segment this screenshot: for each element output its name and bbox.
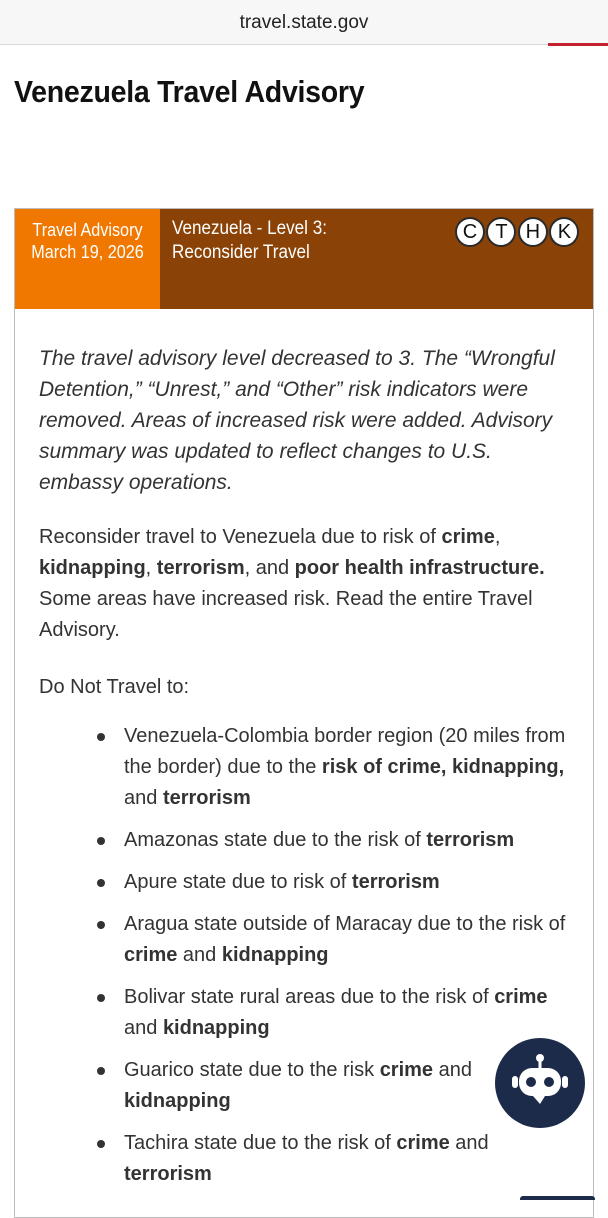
- bullet-icon: [97, 879, 105, 887]
- page-title: Venezuela Travel Advisory: [14, 74, 365, 109]
- area-text: and: [449, 1132, 489, 1154]
- list-item: [39, 1128, 579, 1190]
- area-risk: kidnapping: [162, 1017, 270, 1039]
- advisory-date-box: [15, 209, 160, 309]
- advisory-date: March 19, 2026: [31, 242, 144, 262]
- list-item: [39, 909, 579, 971]
- area-text: Tachira state due to the risk of: [124, 1132, 397, 1154]
- do-not-travel-label: Do Not Travel to:: [39, 676, 190, 698]
- bullet-icon: [97, 1067, 105, 1075]
- intro-kidnapping: kidnapping: [39, 557, 146, 579]
- accent-line: [548, 43, 608, 46]
- intro-text: , and: [244, 557, 295, 579]
- intro-text: Reconsider travel to Venezuela due to risk of: [39, 526, 442, 548]
- advisory-summary: The travel advisory level decreased to 3. The “Wrongful Detention,” “Unrest,” and “Other” risk indicators were removed. Areas of increased risk were added. Advisory summary was updated to reflect changes to U.S. embassy operations.: [39, 347, 555, 494]
- browser-url-bar[interactable]: [0, 0, 608, 45]
- advisory-intro: [39, 522, 579, 646]
- indicator-crime-icon[interactable]: C: [455, 217, 485, 247]
- area-text: and: [124, 1017, 163, 1039]
- intro-crime: crime: [441, 526, 495, 548]
- list-item: [39, 721, 579, 814]
- area-risk: kidnapping: [221, 944, 329, 966]
- area-risk: crime: [494, 986, 548, 1008]
- robot-chat-icon: [495, 1038, 585, 1128]
- area-risk: risk of crime, kidnapping,: [321, 756, 565, 778]
- area-text: Apure state due to risk of: [124, 871, 352, 893]
- list-item: [39, 867, 579, 898]
- list-item: [39, 982, 579, 1044]
- area-text: Amazonas state due to the risk of: [124, 829, 427, 851]
- intro-text: ,: [145, 557, 157, 579]
- intro-health: poor health infrastructure.: [294, 557, 545, 579]
- area-text: Guarico state due to the risk: [124, 1059, 380, 1081]
- advisory-label: Travel Advisory: [32, 220, 143, 240]
- advisory-level-line1: Venezuela - Level 3:: [172, 218, 327, 239]
- area-text: and: [124, 787, 163, 809]
- area-risk: kidnapping: [124, 1090, 231, 1112]
- advisory-level: [172, 217, 397, 265]
- advisory-level-line2: Reconsider Travel: [172, 242, 310, 263]
- bullet-icon: [97, 994, 105, 1002]
- intro-text: Some areas have increased risk. Read the entire Travel Advisory.: [39, 588, 533, 641]
- bottom-tab-edge: [520, 1196, 595, 1200]
- bullet-icon: [97, 733, 105, 741]
- area-text: Venezuela-Colombia border region (20 miles from the border) due to the: [124, 725, 566, 778]
- advisory-header: [15, 209, 593, 309]
- bullet-icon: [97, 1140, 105, 1148]
- risk-indicators: [455, 217, 576, 245]
- list-item: [39, 825, 579, 856]
- area-risk: terrorism: [351, 871, 440, 893]
- intro-terrorism: terrorism: [156, 557, 245, 579]
- chatbot-button[interactable]: [495, 1038, 585, 1128]
- indicator-terrorism-icon[interactable]: T: [486, 217, 516, 247]
- area-text: and: [177, 944, 222, 966]
- indicator-health-icon[interactable]: H: [518, 217, 548, 247]
- indicator-kidnapping-icon[interactable]: K: [549, 217, 579, 247]
- bullet-icon: [97, 921, 105, 929]
- area-risk: terrorism: [426, 829, 515, 851]
- bullet-icon: [97, 837, 105, 845]
- area-risk: terrorism: [124, 1163, 212, 1185]
- area-risk: terrorism: [162, 787, 251, 809]
- area-risk: crime: [124, 944, 178, 966]
- area-risk: crime: [396, 1132, 450, 1154]
- area-text: Bolivar state rural areas due to the risk of: [124, 986, 495, 1008]
- intro-text: ,: [494, 526, 501, 548]
- area-risk: crime: [379, 1059, 434, 1081]
- area-text: and: [433, 1059, 472, 1081]
- url-text[interactable]: travel.state.gov: [239, 12, 369, 33]
- area-text: Aragua state outside of Maracay due to the risk of: [124, 913, 566, 935]
